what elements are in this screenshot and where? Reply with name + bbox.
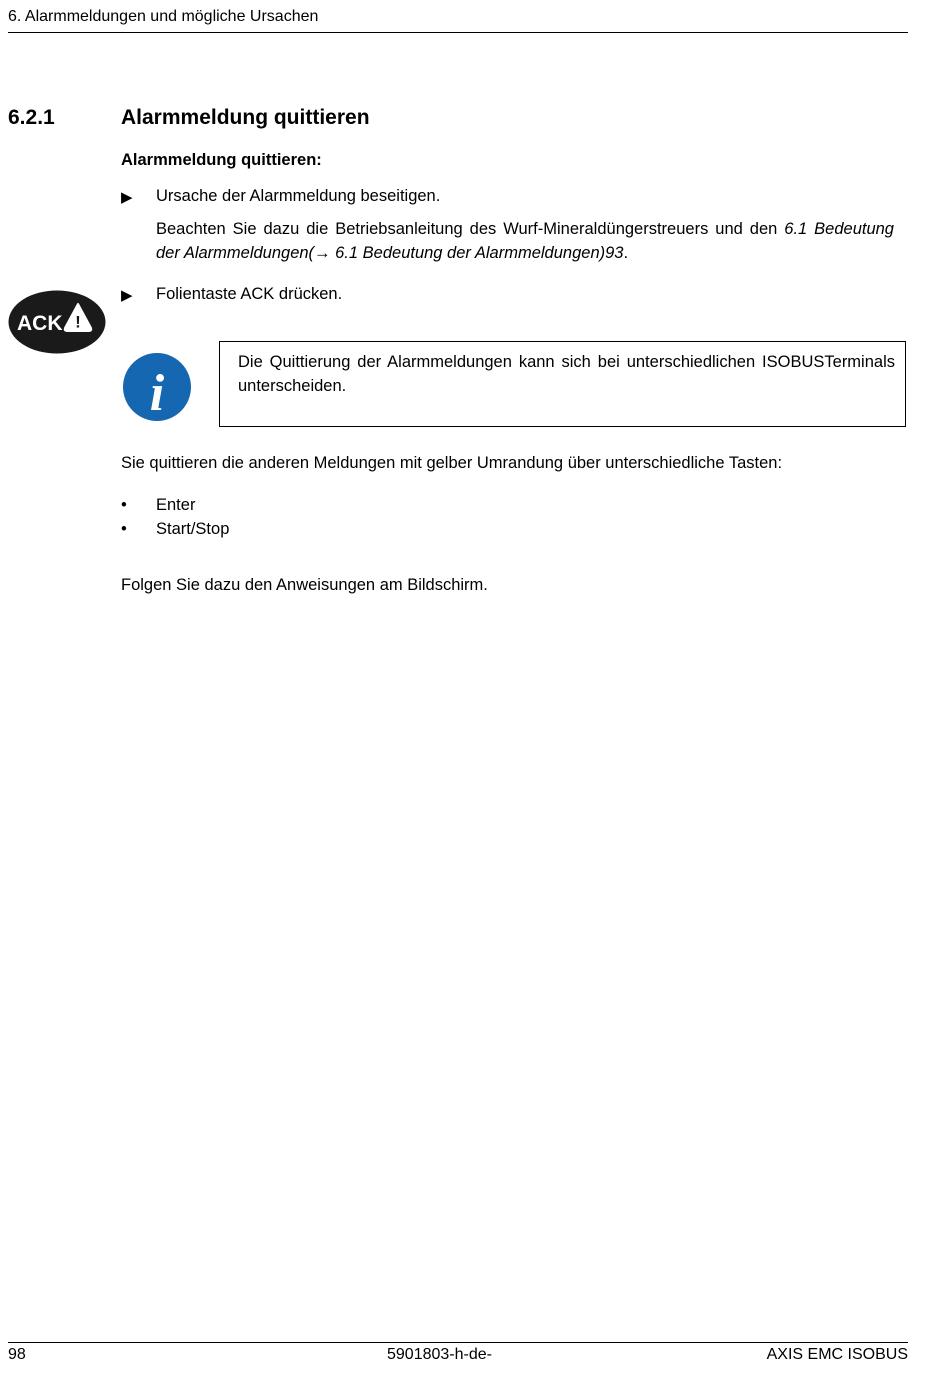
step-1-note-prefix: Beachten Sie dazu die Betriebsanleitung des Wurf-Mineraldüngerstreuers und den [156, 220, 785, 238]
page-number: 98 [8, 1346, 26, 1363]
document-id: 5901803-h-de- [387, 1346, 492, 1363]
step-2-text: Folientaste ACK drücken. [156, 285, 343, 303]
other-messages-intro: Sie quittieren die anderen Meldungen mit gelber Umrandung über unterschiedliche Tasten: [121, 454, 783, 472]
step-arrow-icon: ▶ [121, 189, 133, 206]
info-icon-letter: i [149, 365, 165, 422]
info-icon [122, 352, 192, 422]
ack-key-label: ACK [17, 312, 63, 335]
section-number: 6.2.1 [8, 106, 55, 129]
footer-rule [8, 1342, 908, 1343]
product-name: AXIS EMC ISOBUS [766, 1346, 908, 1363]
step-1-text: Ursache der Alarmmeldung beseitigen. [156, 187, 441, 205]
note-text: Die Quittierung der Alarmmeldungen kann sich bei unterschiedlichen ISOBUSTerminals unterscheiden. [238, 353, 895, 395]
list-item-enter: Enter [156, 496, 196, 514]
section-title: Alarmmeldung quittieren [121, 106, 370, 129]
warning-exclamation-mark: ! [75, 312, 81, 332]
bullet-icon: • [121, 520, 127, 538]
running-header: 6. Alarmmeldungen und mögliche Ursachen [8, 8, 319, 25]
cross-reference-link[interactable]: 6.1 Bedeutung der Alarmmeldungen(→ 6.1 Bedeutung der Alarmmeldungen)93 [156, 220, 894, 262]
note-box [219, 341, 906, 427]
step-arrow-icon: ▶ [121, 287, 133, 304]
procedure-heading: Alarmmeldung quittieren: [121, 151, 322, 169]
header-rule [8, 32, 908, 33]
bullet-icon: • [121, 496, 127, 514]
step-1-note [156, 217, 894, 265]
ack-key-icon [8, 290, 106, 354]
step-1-note-suffix: . [623, 244, 629, 262]
closing-instruction: Folgen Sie dazu den Anweisungen am Bildschirm. [121, 576, 488, 594]
list-item-start-stop: Start/Stop [156, 520, 230, 538]
